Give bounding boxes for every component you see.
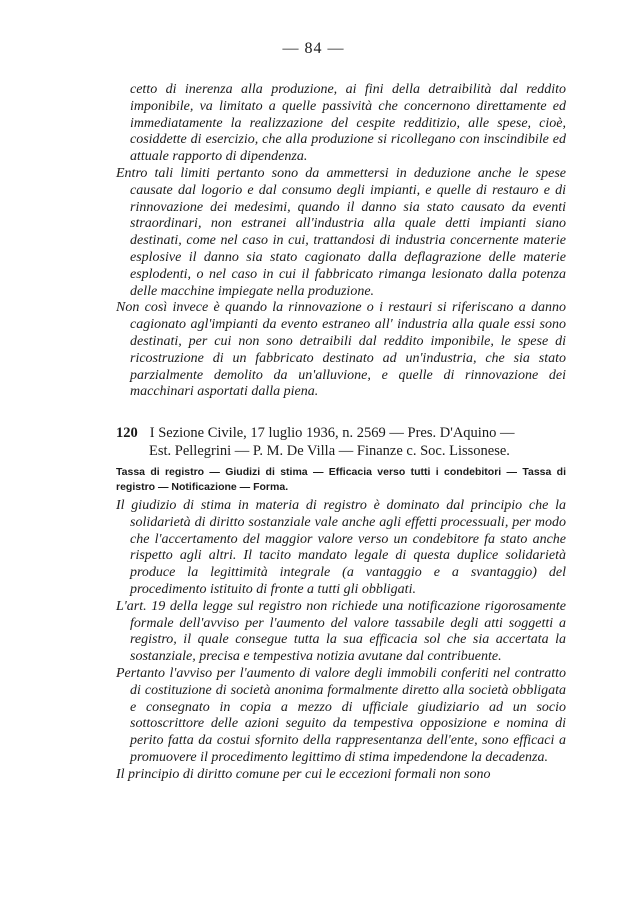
maxims-text: [116, 498, 566, 784]
maxim-3: Pertanto l'avviso per l'aumento di valore degli immobili conferiti nel contratto di costituzione di società anonima formalmente diretto alla società obbligata e consegnato in copia a mezzo di ufficiale giudiziario ad un socio sottoscrittore delle azioni seguito da tempestiva opposizione e nomina di perito fatta da costui sfornito della rappresentanza dell'ente, sono efficaci a promuovere il procedimento legittimo di stima impedendone la decadenza.: [116, 665, 566, 765]
paragraph-2: Entro tali limiti pertanto sono da ammettersi in deduzione anche le spese causate dal logorio e dal consumo degli impianti, e quelle di restauro e di rinnovazione dei medesimi, quando il danno sia stato causato da eventi straordinari, non estranei all'industria alla quale detti impianti siano destinati, come nel caso in cui, trattandosi di industria concernente materie esplosive il danno sia stato cagionato dalla deflagrazione delle materie esplodenti, o nel caso in cui il fabbricato rimanga lesionato dalla potenza delle macchine impiegate nella produzione.: [116, 165, 566, 299]
paragraph-1: cetto di inerenza alla produzione, ai fini della detraibilità dal reddito imponibile, va limitato a quelle passività che concernono direttamente ed immediatamente la realizzazione del cespite redditizio, alle spese, cioè, cosiddette di esercizio, che alla produzione si ricollegano con inscindibile ed attuale rapporto di dipendenza.: [130, 82, 566, 165]
maxim-4: Il principio di diritto comune per cui le eccezioni formali non sono: [116, 766, 491, 782]
case-entry-header: [116, 424, 566, 460]
continuation-text: [116, 82, 566, 401]
page-number: — 84 —: [282, 40, 345, 57]
case-court-info: I Sezione Civile, 17 luglio 1936, n. 2569 — Pres. D'Aquino —: [149, 425, 515, 441]
keywords: Tassa di registro — Giudizi di stima — Efficacia verso tutti i condebitori — Tassa di registro — Notificazione — Forma.: [116, 466, 566, 493]
case-entry-line-2: Est. Pellegrini — P. M. De Villa — Finanze c. Soc. Lissonese.: [149, 443, 510, 459]
paragraph-3: Non così invece è quando la rinnovazione o i restauri si riferiscano a danno cagionato agl'impianti da evento estraneo all' industria alla quale essi sono destinati, per cui non sono detraibili dal reddito imponibile, le spese di ricostruzione di un fabbricato destinato ad un'industria, che sia stato parzialmente demolito da un'alluvione, e quelle di rinnovazione dei macchinari asportati dalla piena.: [116, 300, 566, 400]
maxim-2: L'art. 19 della legge sul registro non richiede una notificazione rigorosamente formale dell'avviso per l'aumento del valore tassabile degli atti soggetti a registro, il quale consegue tutta la sua efficacia sol che sia accertata la sostanziale, precisa e tempestiva notizia avutane dal contribuente.: [116, 598, 566, 665]
case-entry-line-1: [116, 424, 566, 442]
case-number: 120: [116, 425, 138, 441]
maxim-1: Il giudizio di stima in materia di registro è dominato dal principio che la solidarietà di diritto sostanziale vale anche agli effetti processuali, per modo che l'accertamento del maggior valore verso un condebitore fa stato anche rispetto agli altri. Il tacito mandato legale di questa duplice solidarietà produce la legittimità integrale (a vantaggio e a svantaggio) del procedimento istituito di fronte a tutti gli obbligati.: [116, 498, 566, 597]
